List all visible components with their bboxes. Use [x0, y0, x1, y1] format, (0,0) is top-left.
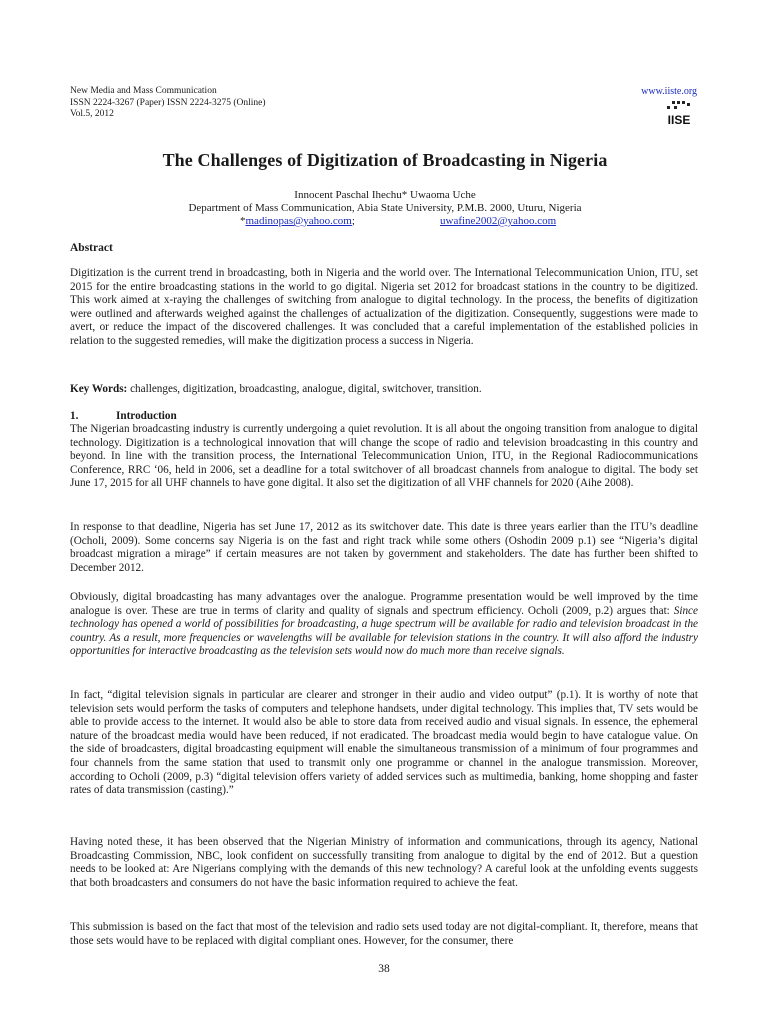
intro-paragraph-1: The Nigerian broadcasting industry is currently undergoing a quiet revolution. It is all about the ongoing transition from analogue to digital technology. Digitization is a technological innovation that will change the scope of radio and television broadcasting in this country and beyond. In line with the transition process, the International Telecommunication Union, ITU, in the Regional Radiocommunications Conference, RRC ‘06, held in 2006, set a deadline for a total switchover of all broadcast channels from analogue to digital. The body set June 17, 2015 for all UHF channels to have gone digital. It also set the digitization of all VHF channels for 2020 (Aihe 2008).: [70, 423, 698, 490]
abstract-text: Digitization is the current trend in broadcasting, both in Nigeria and the world over. The International Telecommunication Union, ITU, set 2015 for the entire broadcasting stations in the world to go digital. Nigeria set 2012 for broadcast stations in the country to be digitized. This work aimed at x-raying the challenges of switching from analogue to digital technology. In the process, the benefits of digitization were outlined and afterwards weighed against the challenges of actualization of the digitization. Consequently, suggestions were made to avert, or reduce the impact of the discovered challenges. It was concluded that a careful implementation of the established policies in relation to the suggested remedies, will make the digitization process a success in Nigeria.: [70, 267, 698, 347]
journal-info: [70, 86, 266, 121]
running-header: [70, 86, 700, 132]
logo-text: IISE: [667, 113, 691, 127]
keywords-line: [70, 383, 482, 395]
journal-url-link[interactable]: www.iiste.org: [641, 86, 697, 97]
author-email-2-wrap: [440, 215, 556, 227]
abstract-heading: Abstract: [70, 242, 113, 254]
paper-title: The Challenges of Digitization of Broadcasting in Nigeria: [162, 150, 608, 170]
intro-paragraph-2: In response to that deadline, Nigeria has set June 17, 2012 as its switchover date. This date is three years earlier than the ITU’s deadline (Ocholi, 2009). Some concerns say Nigeria is on the fast and right track while some others (Oshodin 2009 p.1) see “Nigeria’s digital broadcast migration a mirage” if certain measures are not taken by government and stakeholders. The date has further been shifted to December 2012.: [70, 521, 698, 574]
intro-paragraph-6: This submission is based on the fact that most of the television and radio sets used today are not digital-compliant. It, therefore, means that those sets would have to be replaced with digital compliant ones. However, for the consumer, there: [70, 921, 698, 947]
section-number: 1.: [70, 410, 79, 422]
keywords-label: Key Words:: [70, 383, 128, 395]
volume-line: Vol.5, 2012: [70, 109, 114, 119]
email-separator: ;: [351, 215, 355, 227]
email-prefix: *: [240, 215, 246, 227]
email-link-2[interactable]: uwafine2002@yahoo.com: [440, 215, 557, 227]
author-affiliation: Department of Mass Communication, Abia State University, P.M.B. 2000, Uturu, Nigeria: [188, 202, 582, 214]
section-title: Introduction: [116, 410, 177, 422]
intro-paragraph-5: Having noted these, it has been observed that the Nigerian Ministry of information and communications, through its agency, National Broadcasting Commission, NBC, look confident on successfully transiting from analogue to digital by the end of 2012. But a question needs to be looked at: Are Nigerians complying with the demands of this new technology? A careful look at the unfolding events suggests that both broadcasters and consumers do not have the basic information required to achieve the feat.: [70, 836, 698, 889]
ocholi-quote: Since technology has opened a world of possibilities for broadcasting, a huge spectrum will be available for radio and television broadcast in the country. As a result, more frequencies or wavelengths will be available for television stations in the country. It will also afford the industry opportunities for interactive broadcasting as the television sets would now do much more than receive signals.: [70, 604, 698, 658]
journal-name: New Media and Mass Communication: [70, 86, 217, 96]
page-number: 38: [378, 963, 390, 975]
author-names: Innocent Paschal Ihechu* Uwaoma Uche: [294, 189, 476, 201]
intro-paragraph-4: In fact, “digital television signals in particular are clearer and stronger in their audio and video output” (p.1). It is worthy of note that television sets would perform the tasks of computers and telephone handsets, under digital technology. This implies that, TV sets would be able to provide access to the internet. It would also be able to store data from received audio and visual signals. In essence, the ephemeral nature of the broadcast media would have been reduced, if not eradicated. The broadcast media would begin to have catalogue value. On the side of broadcasters, digital broadcasting equipment will enable the simultaneous transmission of a minimum of four programmes and four channels from the same station that used to transmit only one programme or channel in the analogue transmission. Moreover, according to Ocholi (2009, p.3) “digital television offers variety of added services such as multimedia, banking, home shopping and faster rates of data transmission (casting).”: [70, 689, 698, 797]
author-emails: [240, 215, 355, 227]
keywords-text: challenges, digitization, broadcasting, analogue, digital, switchover, transition.: [127, 383, 482, 395]
section-heading: [70, 410, 177, 422]
iiste-logo-icon: [662, 100, 696, 128]
email-link-1[interactable]: madinopas@yahoo.com: [245, 215, 352, 227]
paragraph-3-text: Obviously, digital broadcasting has many advantages over the analogue. Programme presentation would be well improved by the time analogue is over. These are true in terms of clarity and quality of signals and spectrum efficiency. Ocholi (2009, p.2) argues that:: [70, 591, 698, 617]
issn-line: ISSN 2224-3267 (Paper) ISSN 2224-3275 (Online): [70, 97, 266, 108]
intro-paragraph-3: [70, 591, 698, 659]
